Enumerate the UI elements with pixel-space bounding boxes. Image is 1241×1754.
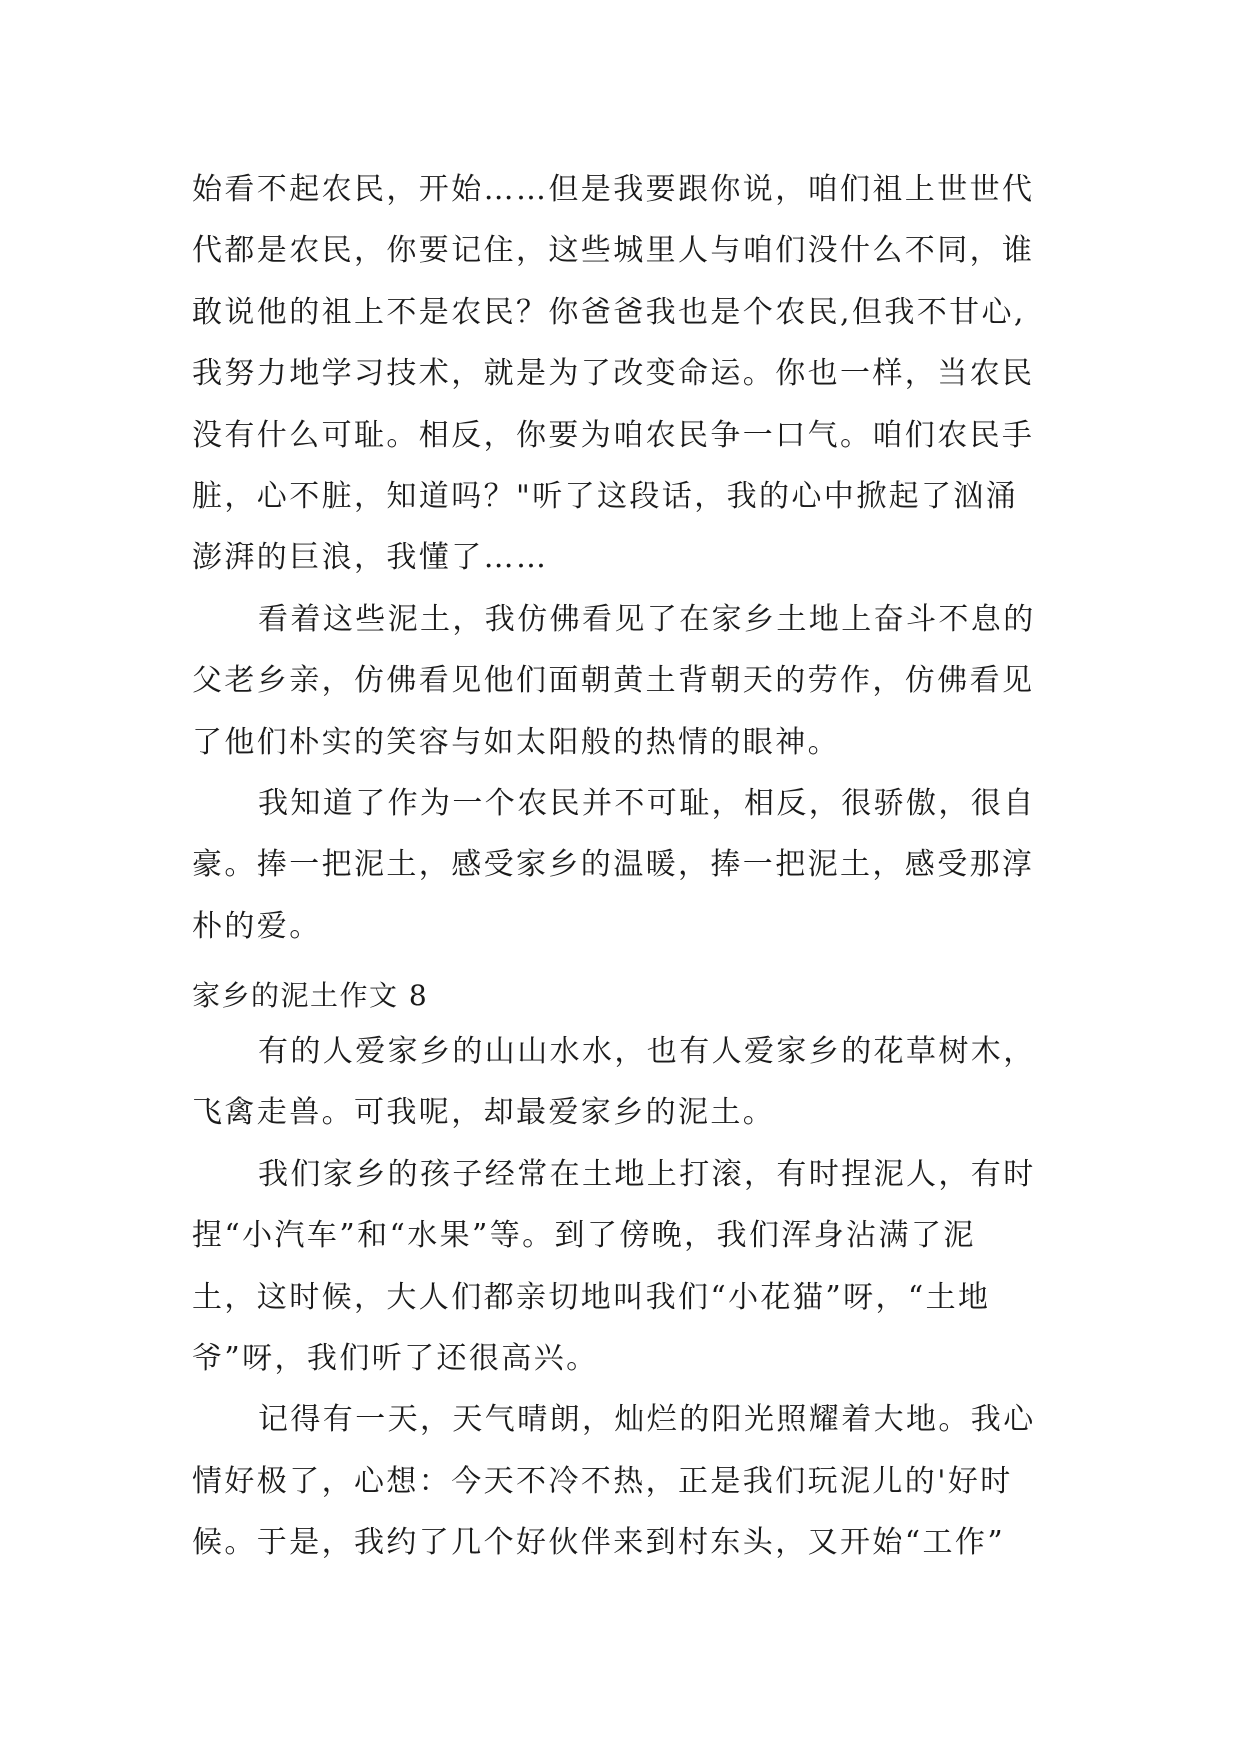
text-line: 没有什么可耻。相反，你要为咱农民争一口气。咱们农民手: [192, 417, 1035, 453]
text-line: 了他们朴实的笑容与如太阳般的热情的眼神。: [192, 724, 840, 760]
paragraph: [192, 159, 1092, 589]
text-line: 代都是农民，你要记住，这些城里人与咱们没什么不同，谁: [192, 233, 1035, 269]
text-line: 我努力地学习技术，就是为了改变命运。你也一样，当农民: [192, 356, 1035, 392]
essay-body-part-2: [192, 1021, 1092, 1574]
paragraph: [192, 773, 1092, 957]
text-line: 朴的爱。: [192, 908, 322, 944]
text-line: 看着这些泥土，我仿佛看见了在家乡土地上奋斗不息的: [258, 601, 1036, 637]
text-line: 我们家乡的孩子经常在土地上打滚，有时捏泥人，有时: [258, 1156, 1036, 1192]
text-line: 父老乡亲，仿佛看见他们面朝黄土背朝天的劳作，仿佛看见: [192, 663, 1035, 699]
paragraph: [192, 1389, 1092, 1573]
paragraph: [192, 1021, 1092, 1144]
text-line: 澎湃的巨浪，我懂了……: [192, 540, 549, 576]
paragraph: [192, 589, 1092, 773]
text-line: 飞禽走兽。可我呢，却最爱家乡的泥土。: [192, 1095, 776, 1131]
text-line: 有的人爱家乡的山山水水，也有人爱家乡的花草树木，: [258, 1034, 1036, 1069]
text-line: 捏“小汽车”和“水果”等。到了傍晚，我们浑身沾满了泥: [192, 1218, 976, 1254]
text-line: 我知道了作为一个农民并不可耻，相反，很骄傲，很自: [258, 786, 1036, 822]
text-line: 豪。捧一把泥土，感受家乡的温暖，捧一把泥土，感受那淳: [192, 847, 1035, 883]
text-line: 土，这时候，大人们都亲切地叫我们“小花猫”呀，“土地: [192, 1279, 991, 1315]
text-line: 敢说他的祖上不是农民？你爸爸我也是个农民,但我不甘心,: [192, 294, 1026, 330]
paragraph: [192, 1144, 1092, 1390]
text-line: 始看不起农民，开始……但是我要跟你说，咱们祖上世世代: [192, 172, 1035, 207]
text-line: 候。于是，我约了几个好伙伴来到村东头，又开始“工作”: [192, 1525, 1006, 1561]
text-line: 记得有一天，天气晴朗，灿烂的阳光照耀着大地。我心: [258, 1402, 1036, 1438]
essay-body-part-1: [192, 159, 1092, 957]
section-title: 家乡的泥土作文 8: [192, 979, 429, 1012]
text-line: 爷”呀，我们听了还很高兴。: [192, 1341, 599, 1377]
text-line: 情好极了，心想：今天不冷不热，正是我们玩泥儿的'好时: [192, 1463, 1013, 1499]
text-line: 脏，心不脏，知道吗？"听了这段话，我的心中掀起了汹涌: [192, 479, 1019, 515]
